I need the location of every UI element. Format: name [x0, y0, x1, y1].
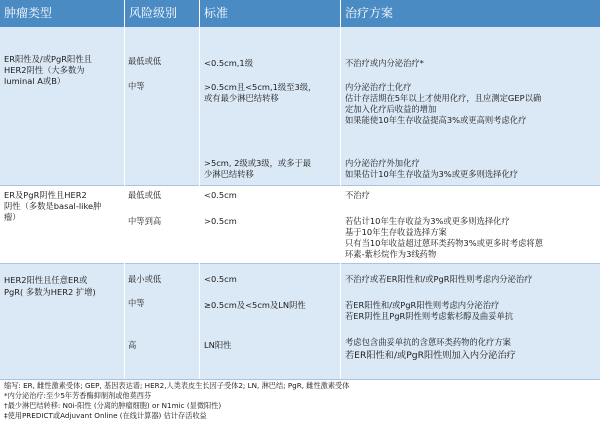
- row-divider: [0, 185, 600, 186]
- treatment: 不治疗或内分泌治疗*: [345, 58, 424, 68]
- row-divider: [0, 379, 600, 380]
- treatment: 如果估计10年生存收益为3%或更多则选择化疗: [345, 169, 519, 179]
- treatment: 内分泌治疗外加化疗: [345, 158, 420, 168]
- criteria: >5cm, 2级或3级，或多于最: [204, 158, 312, 168]
- treatment: 内分泌治疗土化疗: [345, 82, 412, 92]
- criteria: >0.5cm: [204, 216, 237, 226]
- tumor-type-line: luminal A或B）: [4, 76, 66, 86]
- risk-level: 中等: [128, 81, 145, 91]
- header-risk-level: 风险级别: [129, 6, 178, 20]
- treatment: 考虑包含曲妥单抗的含蒽环类药物的化疗方案: [345, 337, 511, 347]
- treatment: 若ER阳性和/或PgR阳性则考虑内分泌治疗: [345, 300, 500, 310]
- risk-level: 中等: [128, 298, 145, 308]
- criteria: 或有最少淋巴结转移: [204, 93, 279, 103]
- footnote-predict: ‡使用PREDICT或Adjuvant Online (在线计算器) 估计存活收益: [4, 411, 207, 420]
- criteria: <0.5cm: [204, 190, 237, 200]
- column-divider: [124, 0, 125, 379]
- treatment: 若ER阳性和/或PgR阳性则加入内分泌治疗: [345, 350, 516, 361]
- treatment: 定加入化疗后收益的增加: [345, 104, 437, 114]
- column-divider: [199, 0, 200, 379]
- row-divider: [0, 263, 600, 264]
- criteria: <0.5cm: [204, 274, 237, 284]
- footnote-lymph-node: †最少淋巴结转移: N0i-阳性 (分离的肿瘤细胞) or N1mic (显微阳性): [4, 401, 222, 410]
- risk-level: 中等到高: [128, 216, 162, 226]
- row-triple-negative: [0, 185, 600, 263]
- tumor-type-line: 瘤）: [4, 212, 21, 222]
- tumor-type-line: ER及PgR阴性且HER2: [4, 190, 87, 200]
- header-criteria: 标准: [204, 6, 229, 20]
- tumor-type-line: 阴性（多数是basal-like肿: [4, 201, 102, 211]
- criteria: ≥0.5cm及<5cm及LN阴性: [204, 300, 306, 310]
- treatment: 不治疗: [345, 190, 370, 200]
- treatment: 若估计10年生存收益为3%或更多则选择化疗: [345, 216, 510, 226]
- risk-level: 最低或低: [128, 190, 162, 200]
- treatment: 估计存活期在5年以上才使用化疗，且应测定GEP以确: [345, 93, 542, 103]
- tumor-type-line: ER阳性及/或PgR阳性且: [4, 54, 92, 64]
- treatment: 基于10年生存收益选择方案: [345, 227, 447, 237]
- header-tumor-type: 肿瘤类型: [4, 6, 53, 20]
- risk-level: 最低或低: [128, 56, 162, 66]
- treatment: 环素-紫杉烷作为3线药物: [345, 249, 437, 259]
- header-treatment: 治疗方案: [345, 6, 394, 20]
- risk-level: 高: [128, 340, 137, 350]
- table-header: [0, 0, 600, 27]
- treatment: 如果能使10年生存收益提高3%或更高则考虑化疗: [345, 115, 527, 125]
- column-divider: [340, 0, 341, 379]
- criteria: 少淋巴结转移: [204, 169, 254, 179]
- risk-level: 最小或低: [128, 274, 162, 284]
- tumor-type-line: HER2阳性且任意ER或: [4, 275, 88, 285]
- tumor-type-line: PgR( 多数为HER2 扩增): [4, 287, 96, 297]
- treatment: 只有当10年收益超过蒽环类药物3%或更多时考虑将蒽: [345, 238, 543, 248]
- criteria: LN阳性: [204, 340, 232, 350]
- footnote-abbreviations: 缩写: ER, 雌性激素受体; GEP, 基因表达谱; HER2,人类表皮生长因子受体2; LN, 淋巴结; PgR, 雌性激素受体: [4, 381, 350, 390]
- treatment: 不治疗或若ER阳性和/或PgR阳性则考虑内分泌治疗: [345, 274, 533, 284]
- criteria: <0.5cm,1级: [204, 58, 254, 68]
- criteria: >0.5cm且<5cm,1级至3级，: [204, 82, 317, 92]
- treatment: 若ER阴性且PgR阴性则考虑紫杉醇及曲妥单抗: [345, 311, 514, 321]
- tumor-type-line: HER2阴性（大多数为: [4, 65, 85, 75]
- footnote-endocrine: *内分泌治疗:至少5年芳香酶抑制剂或他莫西芬: [4, 391, 152, 400]
